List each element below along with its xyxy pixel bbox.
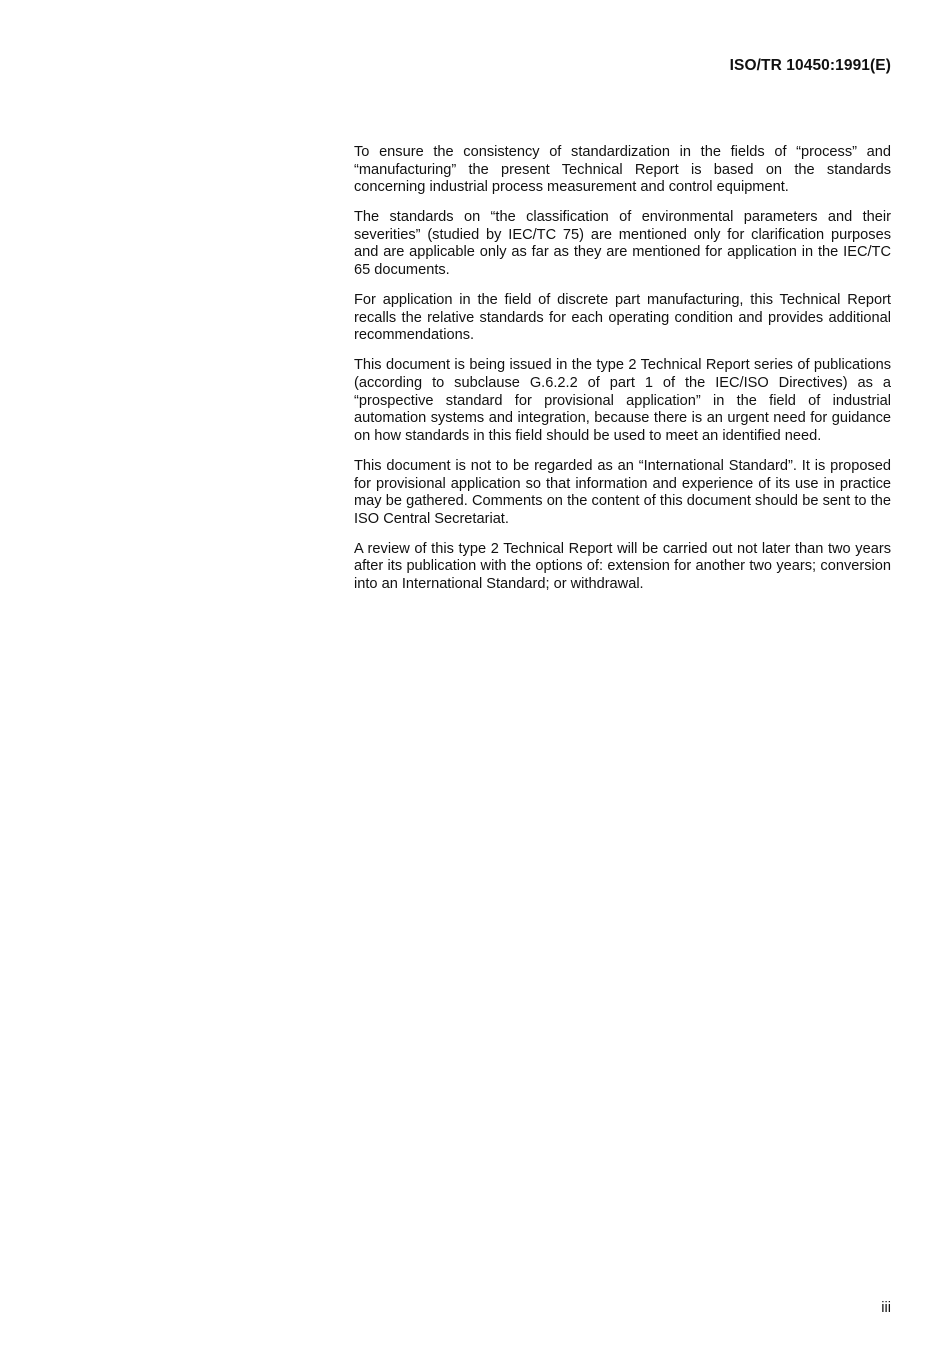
paragraph-consistency: To ensure the consistency of standardization in the fields of “process” and “manufacturing” the present Technical Report is based on the standards concerning industrial process measurement and control equipment. [354,144,891,196]
body-text [354,144,891,606]
document-identifier: ISO/TR 10450:1991(E) [729,57,891,74]
page-number: iii [881,1300,891,1316]
paragraph-review: A review of this type 2 Technical Report will be carried out not later than two years after its publication with the options of: extension for another two years; conversion into an International Standard; or withdrawal. [354,540,891,592]
paragraph-discrete-manufacturing: For application in the field of discrete part manufacturing, this Technical Report recalls the relative standards for each operating condition and provides additional recommendations. [354,292,891,344]
paragraph-environmental-standards: The standards on “the classification of environmental parameters and their severities” (studied by IEC/TC 75) are mentioned only for clarification purposes and are applicable only as far as they are mentioned for application in the IEC/TC 65 documents. [354,209,891,279]
paragraph-type2-issuance: This document is being issued in the type 2 Technical Report series of publications (according to subclause G.6.2.2 of part 1 of the IEC/ISO Directives) as a “prospective standard for provisional application” in the field of industrial automation systems and integration, because there is an urgent need for guidance on how standards in this field should be used to meet an identified need. [354,357,891,444]
paragraph-provisional-application: This document is not to be regarded as an “International Standard”. It is proposed for provisional application so that information and experience of its use in practice may be gathered. Comments on the content of this document should be sent to the ISO Central Secretariat. [354,457,891,527]
